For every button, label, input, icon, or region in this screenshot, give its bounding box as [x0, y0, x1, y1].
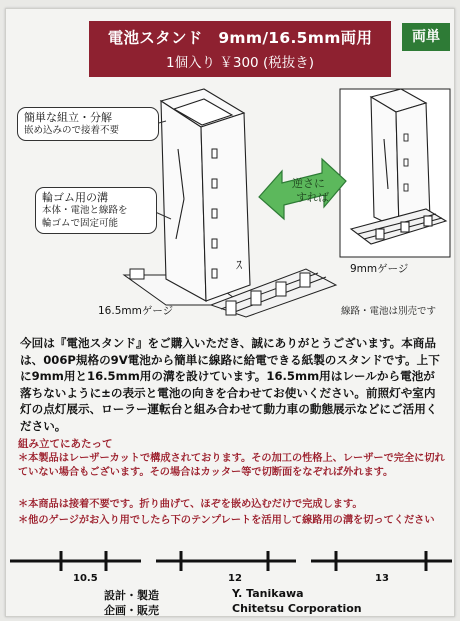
credit-name-designer: Y. Tanikawa	[232, 587, 304, 600]
product-card	[5, 8, 455, 617]
double-arrow-icon	[259, 159, 346, 219]
callout-rubber-sub1: 本体・電池と線路を	[42, 205, 128, 216]
credit-role-design: 設計・製造	[104, 589, 159, 602]
callout-rubber-sub2: 輪ゴムで固定可能	[42, 218, 119, 229]
template-label-13: 13	[375, 573, 389, 584]
credit-name-company: Chitetsu Corporation	[232, 602, 362, 615]
stand-165-illustration	[161, 89, 250, 301]
callout-assembly-sub: 嵌め込みので接着不要	[24, 125, 120, 136]
assembly-note-3: ＊他のゲージがお入り用でしたら下のテンプレートを活用して線路用の溝を切ってください	[18, 515, 435, 526]
callout-rubber-title: 輪ゴム用の溝	[42, 191, 108, 204]
assembly-note-2: ＊本商品は接着不要です。折り曲げて、ほぞを嵌め込むだけで完成します。	[18, 499, 363, 510]
note-sold-separately: 線路・電池は別売です	[341, 306, 437, 317]
svg-text:ｽ: ｽ	[236, 258, 243, 272]
arrow-text-1: 逆さに	[292, 177, 325, 190]
callout-rubber-band	[35, 187, 157, 234]
price-line: 1個入り ￥300 (税抜き)	[166, 55, 314, 71]
caption-165-gauge: 16.5mmゲージ	[98, 305, 174, 317]
assembly-note-1: ＊本製品はレーザーカットで構成されております。その加工の性格上、レーザーで完全に切れていない場合もございます。その場合はカッター等で切断面をなぞれば外れます。	[18, 453, 445, 479]
callout-assembly	[17, 107, 159, 141]
body-paragraph: 今回は『電池スタンド』をご購入いただき、誠にありがとうございます。本商品は、006P規格の9V電池から簡単に線路に給電できる紙製のスタンドです。上下に9mm用と16.5mm用の溝を設けています。16.5mm用はレールから電池が落ちないように±の表示と電池の向きを合わせてお使いください。前照灯や室内灯の点灯展示、ローラー運転台と組み合わせて動力車の動態展示などにご活用ください。	[20, 336, 440, 433]
template-label-12: 12	[228, 573, 242, 584]
caption-9-gauge: 9mmゲージ	[350, 263, 409, 275]
credit-role-sales: 企画・販売	[104, 604, 159, 617]
assembly-heading: 組み立てにあたって	[18, 438, 113, 450]
stand-9-illustration	[340, 89, 450, 257]
product-title: 電池スタンド 9mm/16.5mm両用	[107, 29, 373, 47]
template-label-10-5: 10.5	[73, 573, 98, 584]
title-banner	[89, 21, 391, 77]
arrow-text-2: すれば	[296, 191, 329, 204]
callout-assembly-title: 簡単な組立・分解	[24, 111, 112, 124]
badge-label: 両単	[402, 23, 450, 51]
